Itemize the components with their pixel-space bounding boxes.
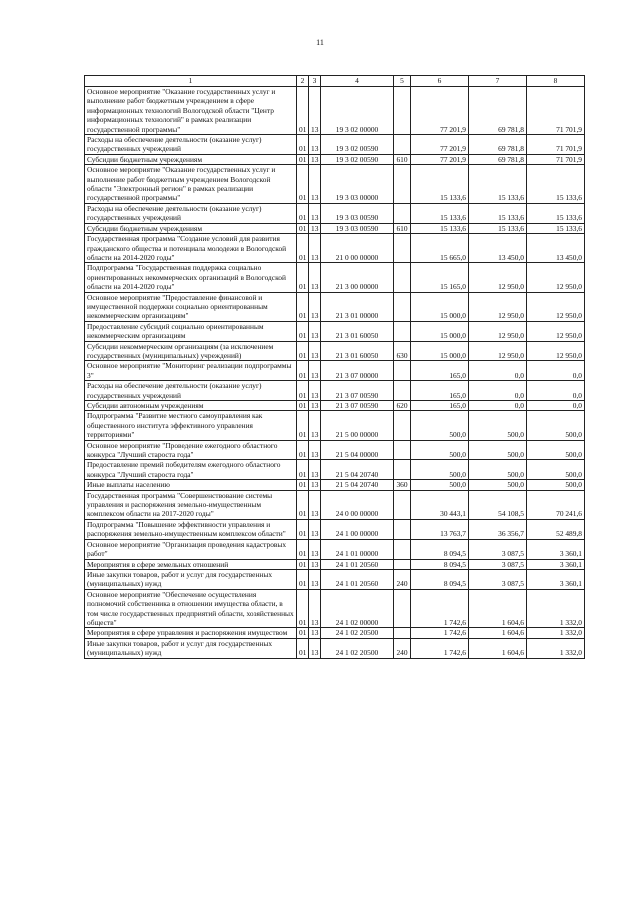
expense-type-code: 610 [394,154,411,164]
subsection-code: 13 [309,490,321,519]
table-row [85,381,585,401]
table-row [85,361,585,381]
amount-col-7: 12 950,0 [469,341,527,361]
expense-type-code [394,628,411,638]
subsection-code: 13 [309,341,321,361]
row-name: Субсидии некоммерческим организациям (за исключением государственных (муниципальных) учреждений) [85,341,297,361]
amount-col-7: 15 133,6 [469,203,527,223]
row-name: Субсидии автономным учреждениям [85,401,297,411]
expense-type-code [394,589,411,628]
amount-col-8: 12 950,0 [527,321,585,341]
table-row [85,539,585,559]
section-code: 01 [297,223,309,233]
subsection-code: 13 [309,628,321,638]
amount-col-6: 77 201,9 [411,154,469,164]
column-header: 4 [321,76,394,87]
section-code: 01 [297,154,309,164]
amount-col-7: 13 450,0 [469,234,527,263]
target-article-code: 24 1 01 00000 [321,539,394,559]
section-code: 01 [297,539,309,559]
amount-col-6: 15 000,0 [411,341,469,361]
section-code: 01 [297,589,309,628]
section-code: 01 [297,490,309,519]
amount-col-6: 165,0 [411,401,469,411]
subsection-code: 13 [309,381,321,401]
table-row [85,203,585,223]
row-name: Предоставление премий победителям ежегодного областного конкурса "Лучший староста года" [85,460,297,480]
amount-col-7: 12 950,0 [469,321,527,341]
subsection-code: 13 [309,480,321,490]
amount-col-6: 1 742,6 [411,589,469,628]
target-article-code: 21 3 00 00000 [321,263,394,292]
row-name: Расходы на обеспечение деятельности (оказание услуг) государственных учреждений [85,381,297,401]
subsection-code: 13 [309,411,321,440]
row-name: Государственная программа "Создание условий для развития гражданского общества и потенциала молодежи в Вологодской области на 2014-2020 годы" [85,234,297,263]
target-article-code: 19 3 02 00000 [321,87,394,135]
amount-col-7: 3 087,5 [469,569,527,589]
section-code: 01 [297,519,309,539]
page-number: 11 [316,38,324,47]
section-code: 01 [297,165,309,204]
table-row [85,154,585,164]
subsection-code: 13 [309,87,321,135]
expense-type-code: 240 [394,638,411,658]
amount-col-8: 0,0 [527,381,585,401]
section-code: 01 [297,263,309,292]
amount-col-8: 12 950,0 [527,263,585,292]
amount-col-7: 500,0 [469,460,527,480]
expense-type-code [394,490,411,519]
target-article-code: 24 1 02 20500 [321,638,394,658]
amount-col-7: 0,0 [469,381,527,401]
target-article-code: 19 3 02 00590 [321,135,394,155]
subsection-code: 13 [309,559,321,569]
subsection-code: 13 [309,234,321,263]
table-row [85,569,585,589]
amount-col-6: 15 165,0 [411,263,469,292]
target-article-code: 21 5 04 20740 [321,460,394,480]
row-name: Основное мероприятие "Предоставление финансовой и имущественной поддержки социально ориентированным некоммерческим организациям" [85,292,297,321]
subsection-code: 13 [309,165,321,204]
section-code: 01 [297,234,309,263]
amount-col-8: 71 701,9 [527,135,585,155]
table-row [85,401,585,411]
subsection-code: 13 [309,135,321,155]
target-article-code: 19 3 03 00000 [321,165,394,204]
expense-type-code: 610 [394,223,411,233]
amount-col-7: 69 781,8 [469,135,527,155]
column-header: 6 [411,76,469,87]
subsection-code: 13 [309,203,321,223]
target-article-code: 21 3 07 00590 [321,381,394,401]
amount-col-7: 69 781,8 [469,154,527,164]
section-code: 01 [297,87,309,135]
target-article-code: 21 0 00 00000 [321,234,394,263]
budget-table [84,75,585,659]
section-code: 01 [297,292,309,321]
row-name: Подпрограмма "Развитие местного самоуправления как общественного института эффективного управления территориями" [85,411,297,440]
target-article-code: 19 3 02 00590 [321,154,394,164]
section-code: 01 [297,361,309,381]
table-row [85,559,585,569]
row-name: Расходы на обеспечение деятельности (оказание услуг) государственных учреждений [85,203,297,223]
row-name: Основное мероприятие "Мониторинг реализации подпрограммы 3" [85,361,297,381]
target-article-code: 21 5 00 00000 [321,411,394,440]
row-name: Субсидии бюджетным учреждениям [85,154,297,164]
expense-type-code [394,263,411,292]
section-code: 01 [297,401,309,411]
amount-col-6: 500,0 [411,480,469,490]
section-code: 01 [297,135,309,155]
subsection-code: 13 [309,361,321,381]
target-article-code: 24 0 00 00000 [321,490,394,519]
expense-type-code [394,539,411,559]
amount-col-8: 3 360,1 [527,559,585,569]
expense-type-code [394,361,411,381]
table-row [85,440,585,460]
table-row [85,87,585,135]
row-name: Предоставление субсидий социально ориентированным некоммерческим организациям [85,321,297,341]
target-article-code: 21 3 01 00000 [321,292,394,321]
amount-col-6: 500,0 [411,440,469,460]
subsection-code: 13 [309,460,321,480]
target-article-code: 21 3 07 00590 [321,401,394,411]
section-code: 01 [297,480,309,490]
section-code: 01 [297,559,309,569]
amount-col-8: 15 133,6 [527,203,585,223]
table-row [85,292,585,321]
amount-col-7: 0,0 [469,401,527,411]
expense-type-code [394,460,411,480]
amount-col-6: 1 742,6 [411,638,469,658]
amount-col-8: 500,0 [527,460,585,480]
row-name: Мероприятия в сфере управления и распоряжения имуществом [85,628,297,638]
amount-col-7: 500,0 [469,480,527,490]
amount-col-6: 15 665,0 [411,234,469,263]
amount-col-6: 15 133,6 [411,223,469,233]
row-name: Основное мероприятие "Проведение ежегодного областного конкурса "Лучший староста года" [85,440,297,460]
section-code: 01 [297,638,309,658]
section-code: 01 [297,381,309,401]
target-article-code: 24 1 01 20560 [321,559,394,569]
subsection-code: 13 [309,292,321,321]
subsection-code: 13 [309,154,321,164]
amount-col-8: 0,0 [527,401,585,411]
section-code: 01 [297,341,309,361]
subsection-code: 13 [309,401,321,411]
row-name: Основное мероприятие "Обеспечение осуществления полномочий собственника в отношении имущества области, в том числе государственных предприятий области, хозяйственных обществ" [85,589,297,628]
expense-type-code [394,165,411,204]
amount-col-6: 165,0 [411,381,469,401]
amount-col-8: 0,0 [527,361,585,381]
row-name: Государственная программа "Совершенствование системы управления и распоряжения земельно-имущественным комплексом области на 2017-2020 годы" [85,490,297,519]
table-row [85,519,585,539]
expense-type-code: 620 [394,401,411,411]
target-article-code: 19 3 03 00590 [321,203,394,223]
amount-col-6: 15 000,0 [411,321,469,341]
column-header: 1 [85,76,297,87]
amount-col-8: 70 241,6 [527,490,585,519]
section-code: 01 [297,203,309,223]
amount-col-6: 1 742,6 [411,628,469,638]
amount-col-8: 3 360,1 [527,539,585,559]
subsection-code: 13 [309,263,321,292]
amount-col-7: 15 133,6 [469,223,527,233]
subsection-code: 13 [309,589,321,628]
row-name: Иные выплаты населению [85,480,297,490]
table-row [85,628,585,638]
expense-type-code [394,411,411,440]
amount-col-7: 500,0 [469,440,527,460]
section-code: 01 [297,440,309,460]
amount-col-8: 500,0 [527,480,585,490]
amount-col-8: 1 332,0 [527,628,585,638]
amount-col-7: 0,0 [469,361,527,381]
amount-col-7: 12 950,0 [469,292,527,321]
expense-type-code [394,559,411,569]
target-article-code: 21 3 01 60050 [321,341,394,361]
amount-col-8: 15 133,6 [527,223,585,233]
expense-type-code: 360 [394,480,411,490]
row-name: Подпрограмма "Повышение эффективности управления и распоряжения земельно-имущественным комплексом области" [85,519,297,539]
expense-type-code [394,135,411,155]
target-article-code: 21 3 01 60050 [321,321,394,341]
amount-col-7: 1 604,6 [469,628,527,638]
amount-col-6: 8 094,5 [411,539,469,559]
table-row [85,638,585,658]
column-header: 8 [527,76,585,87]
expense-type-code: 630 [394,341,411,361]
amount-col-8: 12 950,0 [527,341,585,361]
table-row [85,135,585,155]
header-row [85,76,585,87]
expense-type-code [394,292,411,321]
expense-type-code [394,203,411,223]
row-name: Основное мероприятие "Оказание государственных услуг и выполнение работ бюджетным учреждением в сфере информационных технологий Вологодской области "Центр информационных технологий" в рамках реализации государственной программы" [85,87,297,135]
subsection-code: 13 [309,440,321,460]
row-name: Подпрограмма "Государственная поддержка социально ориентированных некоммерческих организаций в Вологодской области на 2014-2020 годы" [85,263,297,292]
table-row [85,321,585,341]
subsection-code: 13 [309,223,321,233]
amount-col-7: 1 604,6 [469,638,527,658]
amount-col-7: 12 950,0 [469,263,527,292]
row-name: Расходы на обеспечение деятельности (оказание услуг) государственных учреждений [85,135,297,155]
expense-type-code [394,87,411,135]
amount-col-8: 71 701,9 [527,154,585,164]
amount-col-8: 500,0 [527,411,585,440]
amount-col-6: 165,0 [411,361,469,381]
amount-col-8: 12 950,0 [527,292,585,321]
table-row [85,234,585,263]
subsection-code: 13 [309,539,321,559]
amount-col-8: 3 360,1 [527,569,585,589]
amount-col-6: 15 133,6 [411,203,469,223]
amount-col-8: 1 332,0 [527,638,585,658]
column-header: 3 [309,76,321,87]
table-row [85,223,585,233]
amount-col-8: 71 701,9 [527,87,585,135]
amount-col-6: 500,0 [411,460,469,480]
section-code: 01 [297,411,309,440]
amount-col-7: 3 087,5 [469,559,527,569]
target-article-code: 24 1 02 00000 [321,589,394,628]
amount-col-6: 13 763,7 [411,519,469,539]
amount-col-6: 8 094,5 [411,569,469,589]
target-article-code: 24 1 01 20560 [321,569,394,589]
amount-col-7: 36 356,7 [469,519,527,539]
amount-col-6: 500,0 [411,411,469,440]
amount-col-6: 30 443,1 [411,490,469,519]
amount-col-7: 15 133,6 [469,165,527,204]
target-article-code: 24 1 02 20500 [321,628,394,638]
expense-type-code: 240 [394,569,411,589]
amount-col-8: 13 450,0 [527,234,585,263]
target-article-code: 19 3 03 00590 [321,223,394,233]
amount-col-8: 500,0 [527,440,585,460]
amount-col-7: 54 108,5 [469,490,527,519]
amount-col-6: 77 201,9 [411,87,469,135]
expense-type-code [394,381,411,401]
amount-col-7: 500,0 [469,411,527,440]
subsection-code: 13 [309,519,321,539]
amount-col-6: 77 201,9 [411,135,469,155]
target-article-code: 21 3 07 00000 [321,361,394,381]
row-name: Иные закупки товаров, работ и услуг для государственных (муниципальных) нужд [85,638,297,658]
row-name: Основное мероприятие "Оказание государственных услуг и выполнение работ бюджетным учреждением Вологодской области "Электронный регион" в рамках реализации государственной программы" [85,165,297,204]
expense-type-code [394,440,411,460]
subsection-code: 13 [309,638,321,658]
table-row [85,490,585,519]
column-header: 2 [297,76,309,87]
target-article-code: 21 5 04 00000 [321,440,394,460]
amount-col-6: 15 133,6 [411,165,469,204]
expense-type-code [394,519,411,539]
table-row [85,460,585,480]
table-row [85,263,585,292]
row-name: Мероприятия в сфере земельных отношений [85,559,297,569]
target-article-code: 24 1 00 00000 [321,519,394,539]
expense-type-code [394,321,411,341]
column-header: 7 [469,76,527,87]
section-code: 01 [297,569,309,589]
subsection-code: 13 [309,321,321,341]
column-header: 5 [394,76,411,87]
table-row [85,589,585,628]
amount-col-8: 52 489,8 [527,519,585,539]
amount-col-8: 1 332,0 [527,589,585,628]
amount-col-8: 15 133,6 [527,165,585,204]
amount-col-7: 3 087,5 [469,539,527,559]
amount-col-6: 8 094,5 [411,559,469,569]
expense-type-code [394,234,411,263]
table-row [85,480,585,490]
amount-col-6: 15 000,0 [411,292,469,321]
table-row [85,341,585,361]
row-name: Иные закупки товаров, работ и услуг для государственных (муниципальных) нужд [85,569,297,589]
amount-col-7: 69 781,8 [469,87,527,135]
subsection-code: 13 [309,569,321,589]
section-code: 01 [297,321,309,341]
section-code: 01 [297,628,309,638]
target-article-code: 21 5 04 20740 [321,480,394,490]
table-row [85,165,585,204]
row-name: Субсидии бюджетным учреждениям [85,223,297,233]
amount-col-7: 1 604,6 [469,589,527,628]
section-code: 01 [297,460,309,480]
row-name: Основное мероприятие "Организация проведения кадастровых работ" [85,539,297,559]
table-row [85,411,585,440]
